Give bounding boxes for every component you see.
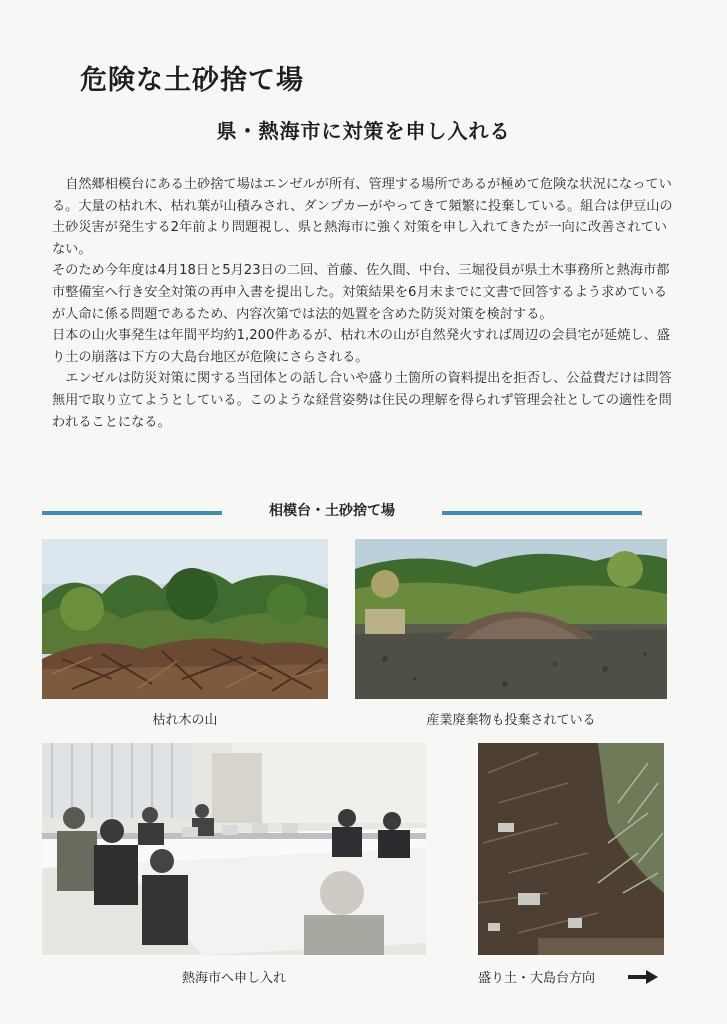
paragraph: エンゼルは防災対策に関する当団体との話し合いや盛り土箇所の資料提出を拒否し、公益費だけは問答無用で取り立てようとしている。このような経営姿勢は住民の理解を得られず管理会社としての適性を問われることになる。	[52, 371, 672, 430]
arrow-right-icon	[628, 970, 658, 984]
photo-caption: 枯れ木の山	[152, 713, 218, 728]
article-subtitle: 県・熱海市に対策を申し入れる	[216, 119, 511, 143]
industrial-waste-photo	[355, 539, 667, 699]
paragraph: 自然郷相模台にある土砂捨て場はエンゼルが所有、管理する場所であるが極めて危険な状況になっている。大量の枯れ木、枯れ葉が山積みされ、ダンプカーがやってきて頻繁に投棄している。組合は伊豆山の土砂災害が発生する2年前より問題視し、県と熱海市に強く対策を申し入れてきたが一向に改善されていない。	[52, 177, 673, 257]
photo-caption: 熱海市へ申し入れ	[181, 971, 286, 986]
article-body	[52, 174, 677, 433]
article-title: 危険な土砂捨て場	[80, 65, 304, 96]
photo-caption: 盛り土・大島台方向	[478, 971, 596, 986]
section-divider	[442, 511, 642, 515]
dead-trees-photo	[42, 539, 328, 699]
meeting-photo	[42, 743, 426, 955]
paragraph: そのため今年度は4月18日と5月23日の二回、首藤、佐久間、中台、三堀役員が県土木事務所と熱海市都市整備室へ行き安全対策の再申入書を提出した。対策結果を6月末までに文書で回答するよう求めているが人命に係る問題であるため、内容次第では法的処置を含めた防災対策を検討する。	[52, 263, 670, 322]
section-divider	[42, 511, 222, 515]
photo-caption: 産業廃棄物も投棄されている	[426, 713, 596, 728]
paragraph: 日本の山火事発生は年間平均約1,200件あるが、枯れ木の山が自然発火すれば周辺の会員宅が延焼し、盛り土の崩落は下方の大島台地区が危険にさらされる。	[52, 328, 670, 365]
embankment-photo	[478, 743, 664, 955]
section-heading: 相模台・土砂捨て場	[269, 503, 395, 519]
photos-section-header	[42, 498, 642, 526]
